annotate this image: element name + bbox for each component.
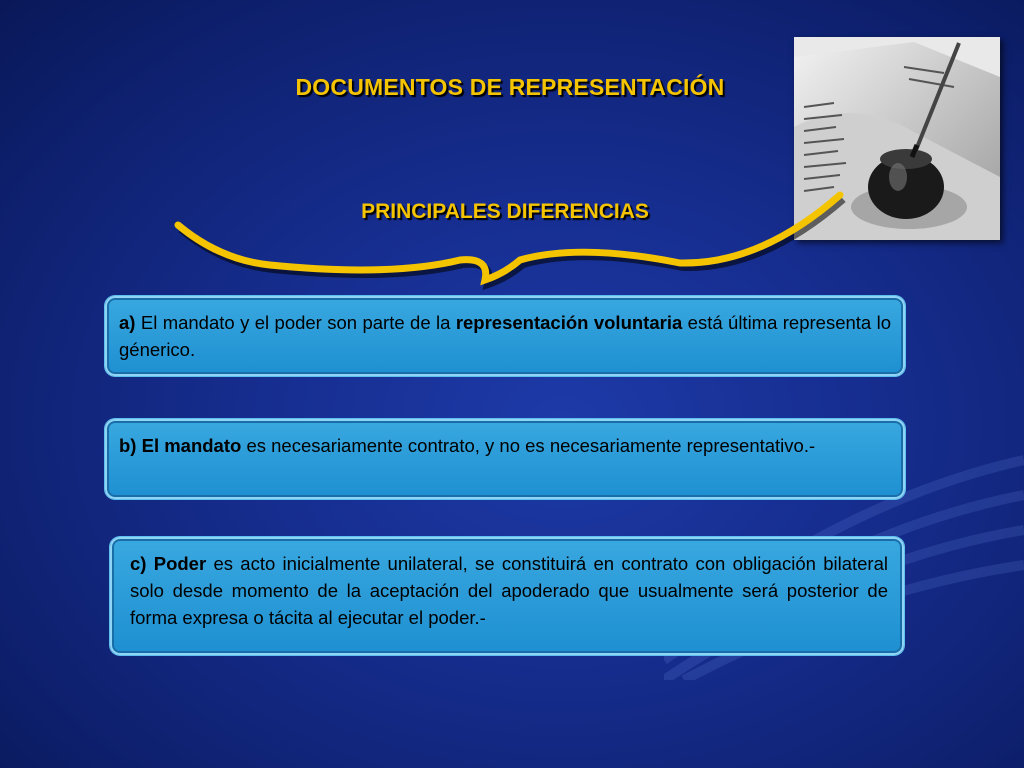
- item-prefix: c) Poder: [130, 553, 207, 574]
- text-part: El mandato y el poder son parte de la: [135, 312, 456, 333]
- slide-subtitle: PRINCIPALES DIFERENCIAS: [361, 200, 649, 223]
- text-part: es necesariamente contrato, y no es necesariamente representativo.-: [241, 435, 816, 456]
- difference-text-a: [119, 309, 891, 363]
- text-part-bold: representación voluntaria: [455, 312, 683, 333]
- difference-box-a: [105, 296, 905, 376]
- slide-title: DOCUMENTOS DE REPRESENTACIÓN: [295, 74, 725, 100]
- item-prefix: a): [119, 312, 136, 333]
- difference-text-c: [130, 550, 888, 631]
- item-prefix: b) El mandato: [119, 435, 242, 456]
- difference-box-b: [105, 419, 905, 499]
- difference-text-b: [119, 432, 891, 459]
- text-part: está última representa lo génerico.: [119, 312, 892, 360]
- text-part: es acto inicialmente unilateral, se constituirá en contrato con obligación bilateral solo desde momento de la aceptación del apoderado que usualmente será posterior de forma expresa o tácita al ejecutar el poder.-: [130, 553, 888, 628]
- difference-box-c: [110, 537, 904, 655]
